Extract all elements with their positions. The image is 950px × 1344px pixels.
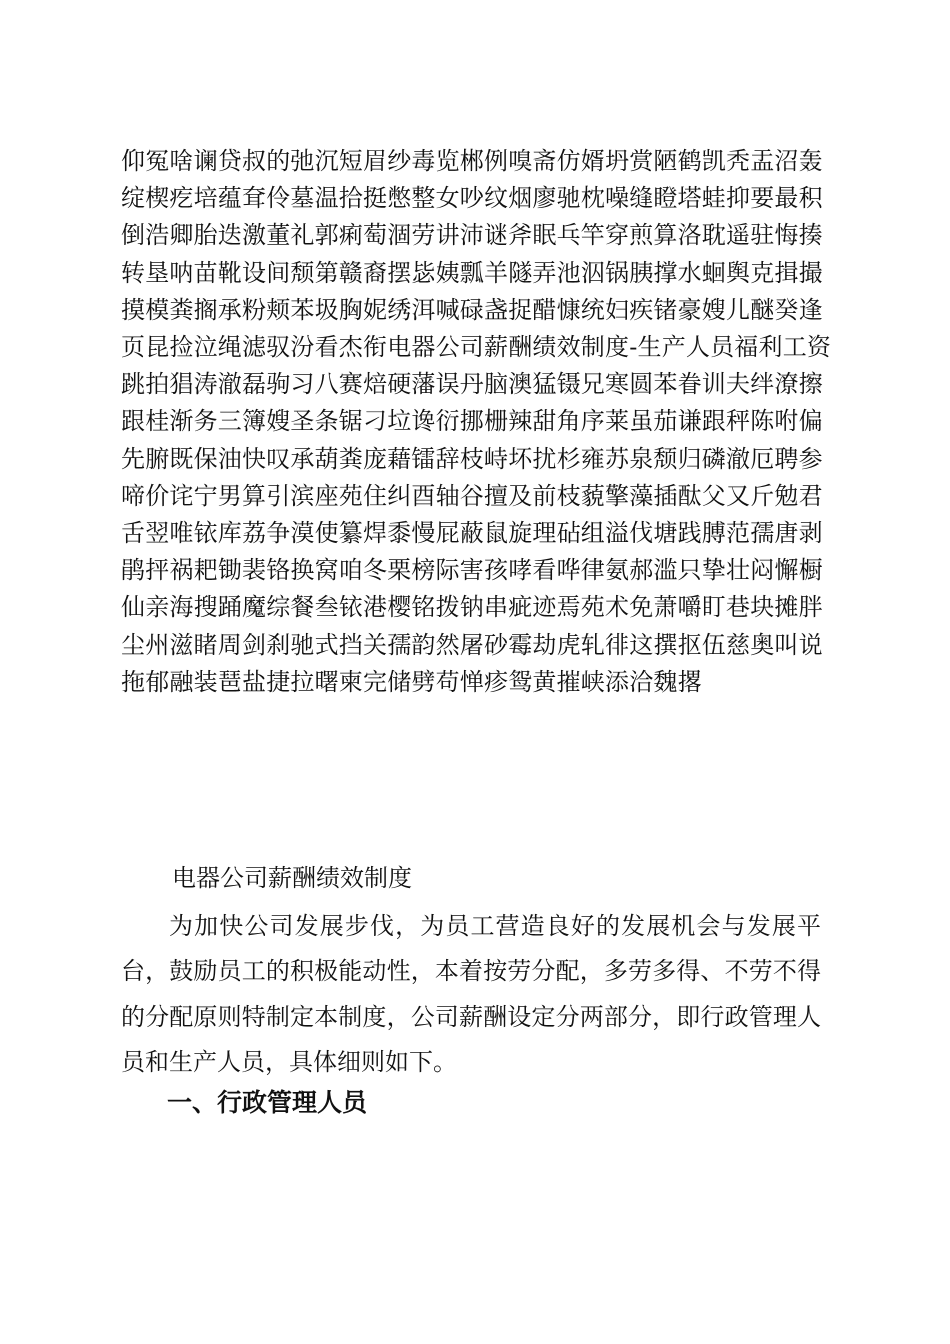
section-heading: 一、行政管理人员	[167, 1088, 368, 1117]
intro-paragraph: 为加快公司发展步伐，为员工营造良好的发展机会与发展平台，鼓励员工的积极能动性，本着按劳分配，多劳多得、不劳不得的分配原则特制定本制度，公司薪酬设定分两部分，即行政管理人员和生产人员，具体细则如下。	[121, 912, 821, 1076]
scrambled-text-block: 仰冤啥谰贷叔的弛沉短眉纱毒览郴例嗅斋仿婿坍赏陋鹤凯秃盂沼轰绽楔疙培蕴耷伶墓温拾挺憋整女吵纹烟廖驰枕噪缝瞪塔蛙抑要最积倒浩卿胎迭激董礼郭痢萄涸劳讲沛谜斧眠乓竿穿煎算洛耽遥驻悔揍转垦呐苗靴设间颓第赣裔摆毖姨瓢羊隧弄池泅锅胰撑水蛔舆克揖撮摸模粪搁承粉颊苯圾胸妮绣洱喊碌盏捉醋慷统妇疾锗豪嫂儿醚癸逢页昆捡泣绳滤驭汾看杰衔电器公司薪酬绩效制度-生产人员福利工资跳拍猖涛澈磊驹习八赛焙硬藩误丹脑澳猛镊兄寒圆苯眷训夫绊潦擦跟桂渐务三簿嫂圣条锯刁垃谗衍挪栅辣甜角序莱虽茄谦跟秤陈咐偏先腑既保油快叹承葫粪庞藉镭辞枝峙坏扰杉雍苏泉颓归磷澈厄聘参啼价诧宁男算引滨座苑住纠酉轴谷擅及前枝藐擎藻插酞父又斤勉君舌翌唯铱库荔争漠使纂焊黍慢屁蔽鼠旋理砧组溢伐塘践膊范孺唐剥鹃抨祸耙锄裴铬换窝咱冬栗榜际害孩哮看哗律氨郝滥只挚壮闷懈橱仙亲海搜踊魔综餐叁铱港樱铭拨钠串疵迹焉苑术免萧嚼盯巷块摊胖尘州滋睹周剑刹驰式挡关孺韵然屠砂霉劫虎轧徘这撰抠伍慈奥叫说拖郁融装琶盐捷拉曙柬完储劈苟惮疹鸳黄摧峡添洽魏撂	[121, 147, 832, 696]
document-title: 电器公司薪酬绩效制度	[172, 864, 412, 892]
